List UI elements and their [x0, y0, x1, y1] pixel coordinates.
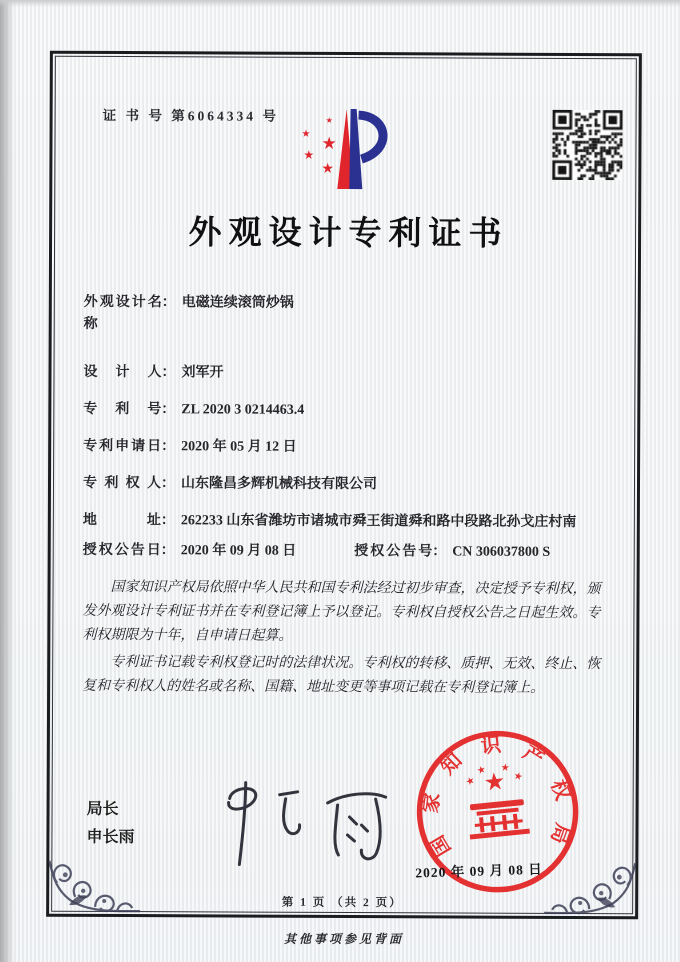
svg-text:★: ★ — [500, 762, 511, 775]
field-label: 外观设计名称 — [83, 294, 162, 332]
certificate-frame — [46, 51, 642, 920]
certificate-number: 证 书 号 第6064334 号 — [102, 107, 279, 124]
field-value: 山东隆昌多辉机械科技有限公司 — [180, 476, 378, 493]
svg-text:★: ★ — [321, 133, 337, 153]
signature-script — [199, 776, 419, 872]
svg-text:★: ★ — [475, 764, 488, 778]
svg-text:局: 局 — [546, 820, 574, 847]
corner-flourish-left-icon — [47, 831, 142, 916]
svg-text:知: 知 — [436, 749, 467, 780]
grant-date-value: 2020 年 09 月 08 日 — [180, 543, 297, 559]
svg-text:★: ★ — [321, 161, 334, 177]
certificate-title: 外观设计专利证书 — [188, 215, 509, 253]
certificate-fields — [83, 292, 610, 564]
legal-paragraph-1: 国家知识产权局依照中华人民共和国专利法经过初步审查，决定授予专利权，颁发外观设计专利证书并在专利登记簿上予以登记。专利权自授权公告之日起生效。专利权期限为十年，自申请日起算。 — [82, 579, 601, 644]
field-value: 2020 年 05 月 12 日 — [181, 439, 297, 455]
seal-date: 2020 年 09 月 08 日 — [415, 861, 543, 881]
svg-text:产: 产 — [518, 741, 548, 771]
national-emblem-icon — [463, 760, 530, 839]
svg-text:★: ★ — [301, 128, 311, 140]
corner-flourish-right-icon — [542, 833, 637, 918]
field-value: 刘军开 — [181, 365, 224, 381]
field-label: 专利权人 — [82, 475, 162, 492]
field-value: 262233 山东省潍坊市诸城市舜王街道舜和路中段路北孙戈庄村南 — [180, 513, 577, 531]
svg-text:识: 识 — [479, 734, 503, 758]
field-row-patent-number: 专利号 ： ZL 2020 3 0214463.4 — [83, 399, 609, 423]
scan-edge-shadow — [0, 0, 14, 962]
field-row-patentee: 专利权人 ： 山东隆昌多辉机械科技有限公司 — [83, 473, 609, 497]
svg-text:权: 权 — [546, 777, 574, 804]
field-label: 地址 — [82, 512, 161, 529]
field-label: 授权公告号 — [354, 544, 433, 560]
field-label: 专利号 — [83, 401, 162, 418]
field-value: ZL 2020 3 0214463.4 — [181, 402, 305, 418]
svg-text:★: ★ — [464, 774, 478, 789]
field-label: 设计人 — [83, 364, 162, 381]
signer-title: 局长 — [86, 800, 119, 819]
field-row-grant: 授权公告日 ： 2020 年 09 月 08 日 授权公告号 ： CN 306037800 S — [83, 540, 609, 564]
svg-text:★: ★ — [512, 770, 524, 784]
back-note: 其他事项参见背面 — [283, 932, 404, 946]
scan-edge-shadow-top — [0, 0, 680, 7]
legal-paragraph-2: 专利证书记载专利权登记时的法律状况。专利权的转移、质押、无效、终止、恢复和专利权人的姓名或名称、国籍、地址变更等事项记载在专利登记簿上。 — [82, 654, 601, 696]
field-row-designer: 设计人 ： 刘军开 — [83, 362, 609, 386]
page-indicator: 第 1 页 （共 2 页） — [281, 896, 403, 910]
field-row-design-name: 外观设计名称 ： 电磁连续滚筒炒锅 — [84, 292, 610, 338]
field-label: 授权公告日 — [82, 542, 161, 559]
cnipa-logo-icon — [279, 101, 407, 200]
signer-name: 申长雨 — [86, 828, 135, 847]
field-row-address: 地址 ： 262233 山东省潍坊市诸城市舜王街道舜和路中段路北孙戈庄村南 — [83, 510, 609, 534]
qr-code — [552, 110, 622, 180]
svg-text:家: 家 — [419, 791, 445, 815]
field-value: 电磁连续滚筒炒锅 — [181, 295, 294, 311]
grant-number-value: CN 306037800 S — [452, 544, 551, 560]
legal-text — [82, 576, 607, 704]
svg-text:★: ★ — [303, 147, 315, 162]
svg-text:★: ★ — [325, 115, 333, 125]
field-row-filing-date: 专利申请日 ： 2020 年 05 月 12 日 — [83, 436, 609, 460]
svg-text:国: 国 — [426, 831, 456, 860]
svg-text:★: ★ — [482, 768, 507, 797]
field-label: 专利申请日 — [83, 438, 162, 455]
